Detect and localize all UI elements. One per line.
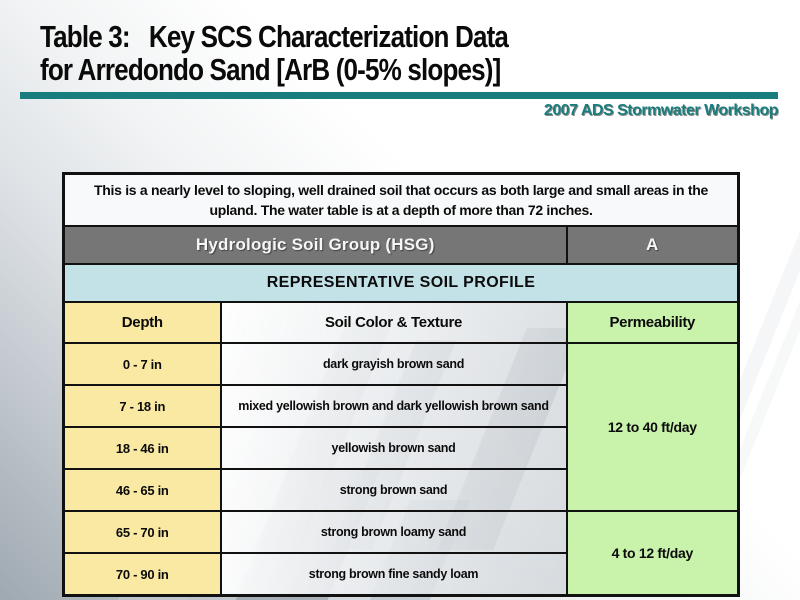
texture-cell: yellowish brown sand: [221, 427, 567, 469]
texture-cell: strong brown loamy sand: [221, 511, 567, 553]
texture-cell: strong brown sand: [221, 469, 567, 511]
col-header-permeability: Permeability: [567, 302, 739, 343]
table-row: [64, 226, 739, 264]
depth-cell: 46 - 65 in: [64, 469, 221, 511]
depth-cell: 18 - 46 in: [64, 427, 221, 469]
texture-cell: mixed yellowish brown and dark yellowish brown sand: [221, 385, 567, 427]
title-line-1: Table 3: Key SCS Characterization Data: [40, 19, 509, 54]
divider-rule: [20, 92, 778, 99]
texture-cell: dark grayish brown sand: [221, 343, 567, 385]
texture-cell: strong brown fine sandy loam: [221, 553, 567, 596]
depth-cell: 70 - 90 in: [64, 553, 221, 596]
table-row: [64, 343, 739, 385]
table-header-row: [64, 302, 739, 343]
page-title: [40, 20, 597, 86]
workshop-subtitle: 2007 ADS Stormwater Workshop: [543, 102, 778, 119]
permeability-cell: 12 to 40 ft/day: [567, 343, 739, 511]
data-table: [62, 172, 740, 597]
permeability-cell: 4 to 12 ft/day: [567, 511, 739, 596]
depth-cell: 7 - 18 in: [64, 385, 221, 427]
col-header-texture: Soil Color & Texture: [221, 302, 567, 343]
hsg-value: A: [567, 226, 739, 264]
table-row: [64, 264, 739, 302]
table-row: [64, 174, 739, 227]
depth-cell: 0 - 7 in: [64, 343, 221, 385]
title-line-2: for Arredondo Sand [ArB (0-5% slopes)]: [40, 52, 501, 87]
depth-cell: 65 - 70 in: [64, 511, 221, 553]
soil-description: This is a nearly level to sloping, well drained soil that occurs as both large and small areas in the upland. The water table is at a depth of more than 72 inches.: [64, 174, 739, 227]
hsg-label: Hydrologic Soil Group (HSG): [64, 226, 567, 264]
col-header-depth: Depth: [64, 302, 221, 343]
section-title: REPRESENTATIVE SOIL PROFILE: [64, 264, 739, 302]
soil-characterization-table: [62, 172, 737, 597]
table-row: [64, 511, 739, 553]
